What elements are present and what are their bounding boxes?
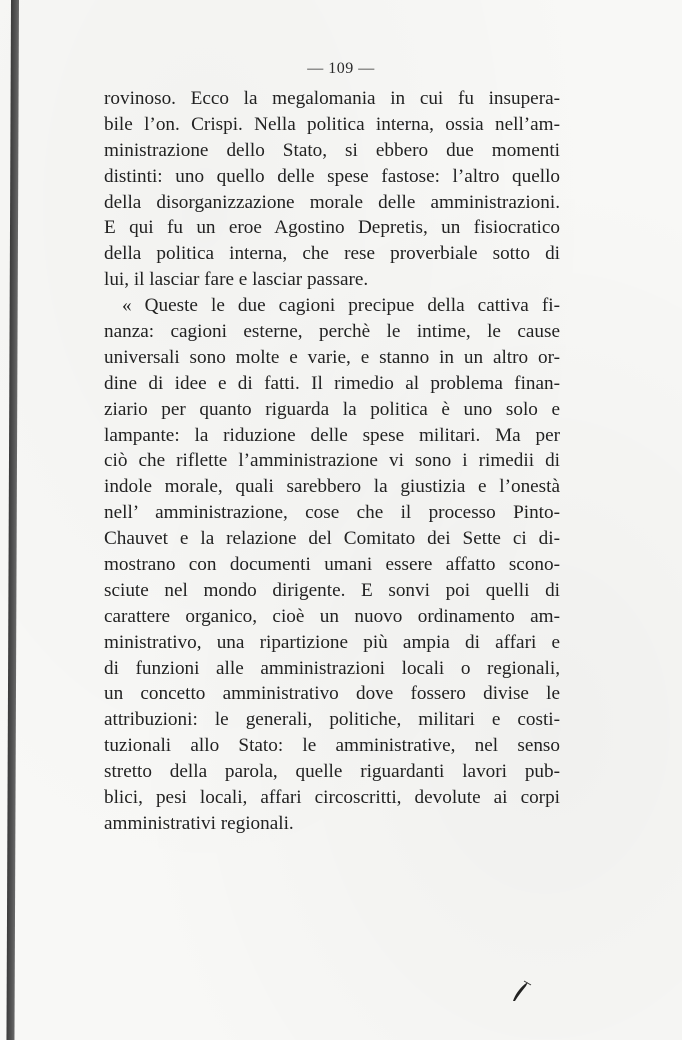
text-line: di funzioni alle amministrazioni locali o regionali, (104, 657, 560, 679)
text-line: della disorganizzazione morale delle amministrazioni. (104, 191, 560, 213)
text-line: rovinoso. Ecco la megalomania in cui fu insupera- (104, 88, 560, 109)
page-number: — 109 — (307, 60, 375, 77)
paragraph-1 (104, 86, 560, 293)
text-line: distinti: uno quello delle spese fastose: l’altro quello (104, 165, 560, 187)
text-line: ministrazione dello Stato, si ebbero due momenti (104, 139, 560, 161)
text-line: amministrativi regionali. (104, 812, 294, 834)
text-line: sciute nel mondo dirigente. E sonvi poi quelli di (104, 579, 560, 601)
text-line: blici, pesi locali, affari circoscritti, devolute ai corpi (104, 787, 560, 809)
text-line: « Queste le due cagioni precipue della cattiva fi- (122, 295, 560, 317)
text-line: mostrano con documenti umani essere affatto scono- (104, 554, 560, 576)
text-line: tuzionali allo Stato: le amministrative, nel senso (104, 735, 560, 757)
text-line: bile l’on. Crispi. Nella politica interna, ossia nell’am- (104, 113, 560, 135)
text-line: un concetto amministrativo dove fossero divise le (104, 683, 560, 705)
text-line: lui, il lasciar fare e lasciar passare. (104, 269, 369, 291)
text-line: nanza: cagioni esterne, perchè le intime, le cause (104, 321, 560, 343)
text-line: dine di idee e di fatti. Il rimedio al problema finan- (104, 372, 560, 394)
text-line: E qui fu un eroe Agostino Depretis, un fisiocratico (104, 217, 560, 239)
paragraph-2 (104, 293, 560, 837)
body-text (104, 86, 560, 837)
text-line: universali sono molte e varie, e stanno in un altro or- (104, 346, 560, 368)
text-line: ziario per quanto riguarda la politica è uno solo e (104, 398, 560, 420)
text-line: indole morale, quali sarebbero la giustizia e l’onestà (104, 476, 560, 498)
text-line: attribuzioni: le generali, politiche, militari e costi- (104, 709, 560, 731)
text-line: Chauvet e la relazione del Comitato dei Sette ci di- (104, 528, 560, 550)
text-line: ciò che riflette l’amministrazione vi sono i rimedii di (104, 450, 560, 472)
ink-mark-icon (507, 975, 537, 1005)
text-line: stretto della parola, quelle riguardanti lavori pub- (104, 761, 560, 783)
text-line: carattere organico, cioè un nuovo ordinamento am- (104, 605, 560, 627)
text-line: nell’ amministrazione, cose che il processo Pinto- (104, 502, 560, 524)
text-line: lampante: la riduzione delle spese militari. Ma per (104, 424, 560, 446)
text-line: ministrativo, una ripartizione più ampia di affari e (104, 631, 560, 653)
text-line: della politica interna, che rese proverbiale sotto di (104, 243, 560, 265)
